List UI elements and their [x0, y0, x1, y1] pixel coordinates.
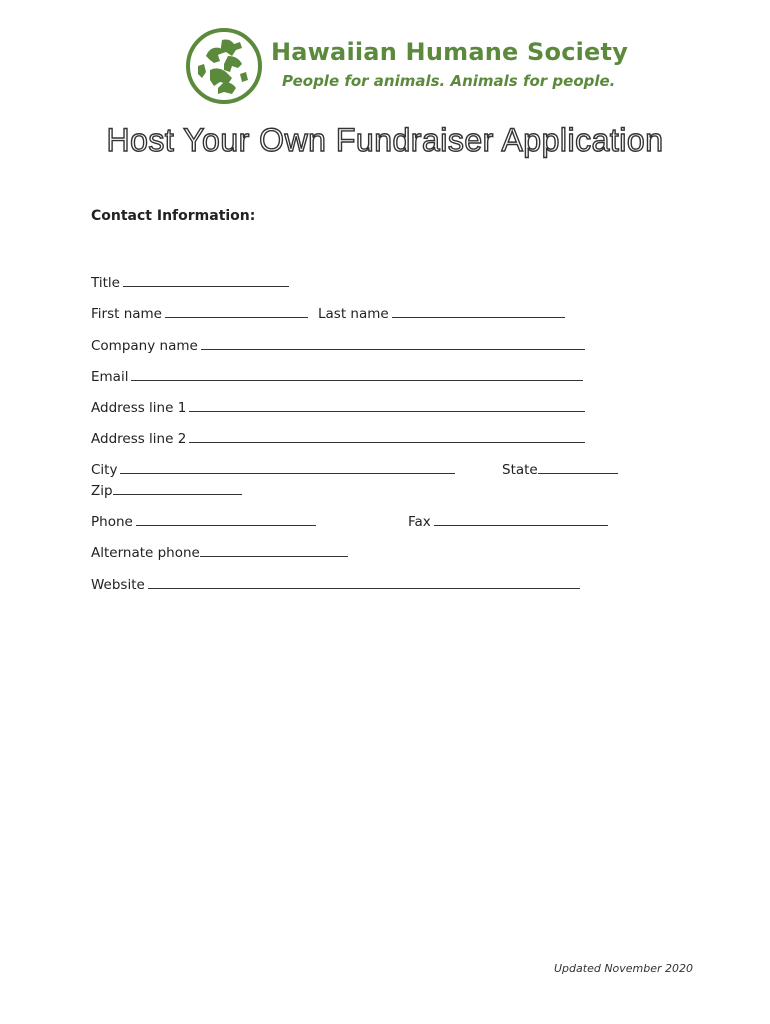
website-label: Website [91, 577, 145, 593]
state-label: State [502, 462, 538, 478]
city-label: City [91, 462, 118, 478]
phone-field[interactable] [91, 513, 316, 531]
last-name-label: Last name [318, 306, 389, 322]
animals-circle-logo-icon [184, 26, 264, 106]
last-name-field[interactable] [318, 305, 565, 323]
contact-section-heading: Contact Information: [91, 208, 256, 224]
address-line-1-input-line[interactable] [189, 399, 585, 412]
org-name: Hawaiian Humane Society [271, 38, 629, 66]
title-label: Title [91, 275, 120, 291]
zip-field[interactable] [91, 482, 242, 500]
zip-input-line[interactable] [113, 482, 242, 495]
city-field[interactable] [91, 461, 455, 479]
company-name-label: Company name [91, 338, 198, 354]
email-input-line[interactable] [131, 368, 583, 381]
alternate-phone-input-line[interactable] [200, 544, 348, 557]
title-input-line[interactable] [123, 274, 289, 287]
fax-field[interactable] [408, 513, 608, 531]
alternate-phone-field[interactable] [91, 544, 348, 562]
title-field[interactable] [91, 274, 289, 292]
address-line-2-field[interactable] [91, 430, 585, 448]
state-field[interactable] [502, 461, 618, 479]
zip-label: Zip [91, 483, 113, 499]
first-name-field[interactable] [91, 305, 308, 323]
state-input-line[interactable] [538, 461, 618, 474]
company-name-field[interactable] [91, 337, 585, 355]
company-name-input-line[interactable] [201, 337, 585, 350]
org-tagline: People for animals. Animals for people. [282, 72, 616, 90]
fax-label: Fax [408, 514, 431, 530]
city-input-line[interactable] [120, 461, 455, 474]
address-line-2-input-line[interactable] [189, 430, 585, 443]
last-name-input-line[interactable] [392, 305, 565, 318]
email-field[interactable] [91, 368, 583, 386]
first-name-input-line[interactable] [165, 305, 308, 318]
first-name-label: First name [91, 306, 162, 322]
updated-note: Updated November 2020 [554, 962, 694, 975]
address-line-1-label: Address line 1 [91, 400, 187, 416]
phone-label: Phone [91, 514, 133, 530]
document-title: Host Your Own Fundraiser Application [106, 122, 664, 158]
fax-input-line[interactable] [434, 513, 608, 526]
address-line-2-label: Address line 2 [91, 431, 187, 447]
address-line-1-field[interactable] [91, 399, 585, 417]
alternate-phone-label: Alternate phone [91, 545, 200, 561]
website-input-line[interactable] [148, 576, 580, 589]
website-field[interactable] [91, 576, 580, 594]
phone-input-line[interactable] [136, 513, 316, 526]
email-label: Email [91, 369, 129, 385]
